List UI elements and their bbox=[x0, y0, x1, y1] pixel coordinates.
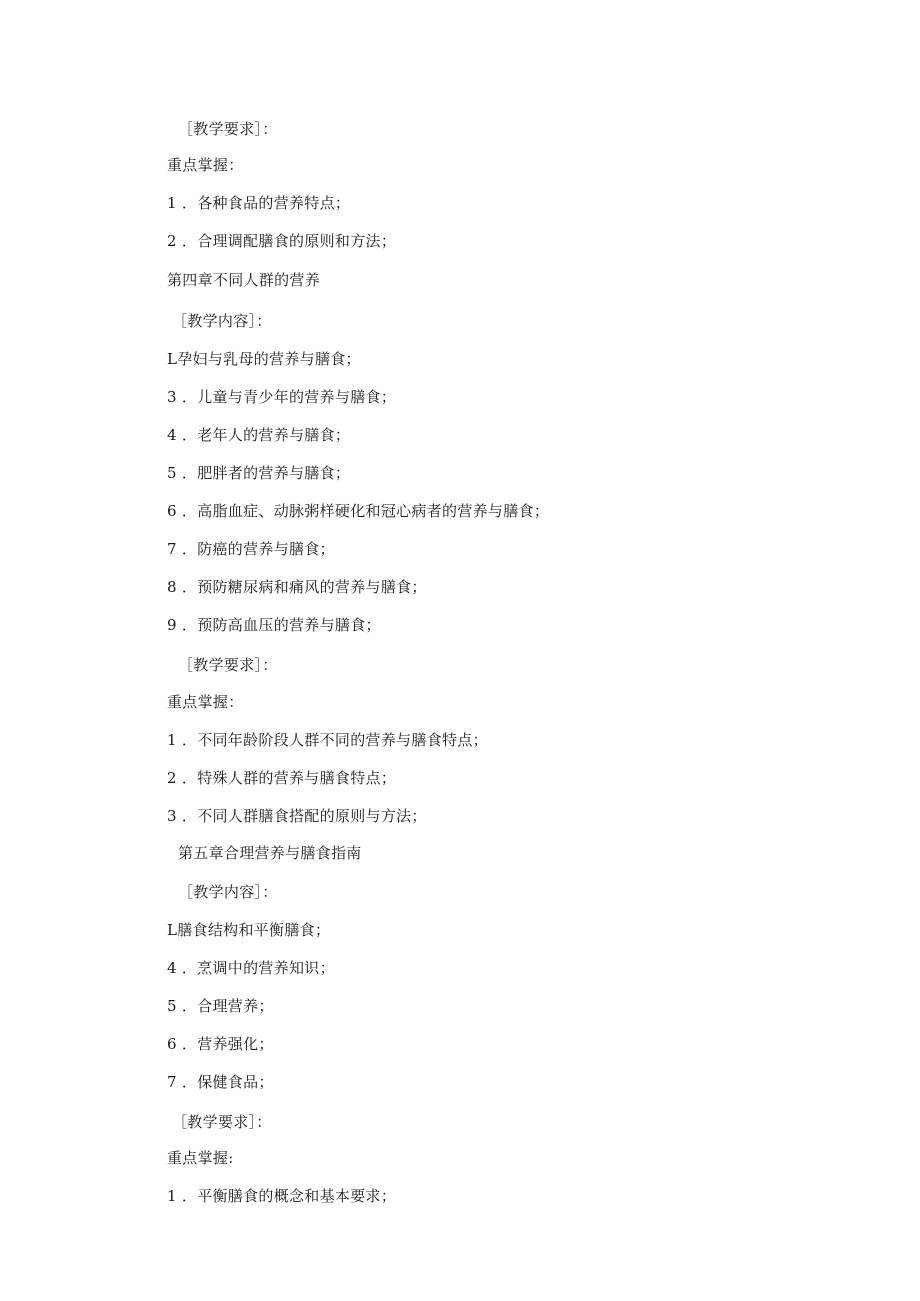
section-heading-teaching-requirements: ［教学要求］： bbox=[172, 1113, 272, 1131]
list-item: 1 ．不同年龄阶段人群不同的营养与膳食特点； bbox=[167, 731, 488, 749]
chapter-title: 第四章不同人群的营养 bbox=[167, 271, 321, 289]
list-item: 5 ．合理营养； bbox=[167, 997, 274, 1015]
list-item: 5 ．肥胖者的营养与膳食； bbox=[167, 464, 351, 482]
section-heading-teaching-content: ［教学内容］： bbox=[178, 883, 278, 901]
list-item: 3 ．儿童与青少年的营养与膳食； bbox=[167, 388, 397, 406]
list-item: 6 ．高脂血症、动脉粥样硬化和冠心病者的营养与膳食； bbox=[167, 502, 550, 520]
key-mastery-label: 重点掌握： bbox=[167, 156, 244, 174]
list-item: 3 ．不同人群膳食搭配的原则与方法； bbox=[167, 807, 427, 825]
key-mastery-label: 重点掌握: bbox=[167, 1149, 234, 1167]
list-item: 2 ．特殊人群的营养与膳食特点； bbox=[167, 769, 397, 787]
chapter-title: 第五章合理营养与膳食指南 bbox=[178, 844, 362, 862]
list-item: 4 ．老年人的营养与膳食； bbox=[167, 426, 351, 444]
section-heading-teaching-requirements: ［教学要求］： bbox=[178, 120, 278, 138]
list-item: 4 ．烹调中的营养知识； bbox=[167, 959, 335, 977]
list-item: 7 ．防癌的营养与膳食； bbox=[167, 540, 335, 558]
list-item: L膳食结构和平衡膳食； bbox=[167, 921, 331, 939]
list-item: 8 ．预防糖尿病和痛风的营养与膳食； bbox=[167, 578, 427, 596]
section-heading-teaching-requirements: ［教学要求］： bbox=[178, 656, 278, 674]
section-heading-teaching-content: ［教学内容］： bbox=[172, 312, 272, 330]
list-item: 7 ．保健食品； bbox=[167, 1073, 274, 1091]
list-item: 1 ．平衡膳食的概念和基本要求； bbox=[167, 1187, 397, 1205]
list-item: 2 ．合理调配膳食的原则和方法； bbox=[167, 232, 397, 250]
key-mastery-label: 重点掌握： bbox=[167, 693, 244, 711]
list-item: L孕妇与乳母的营养与膳食； bbox=[167, 350, 361, 368]
list-item: 9 ．预防高血压的营养与膳食； bbox=[167, 616, 381, 634]
list-item: 1 ．各种食品的营养特点； bbox=[167, 194, 351, 212]
list-item: 6 ．营养强化； bbox=[167, 1035, 274, 1053]
